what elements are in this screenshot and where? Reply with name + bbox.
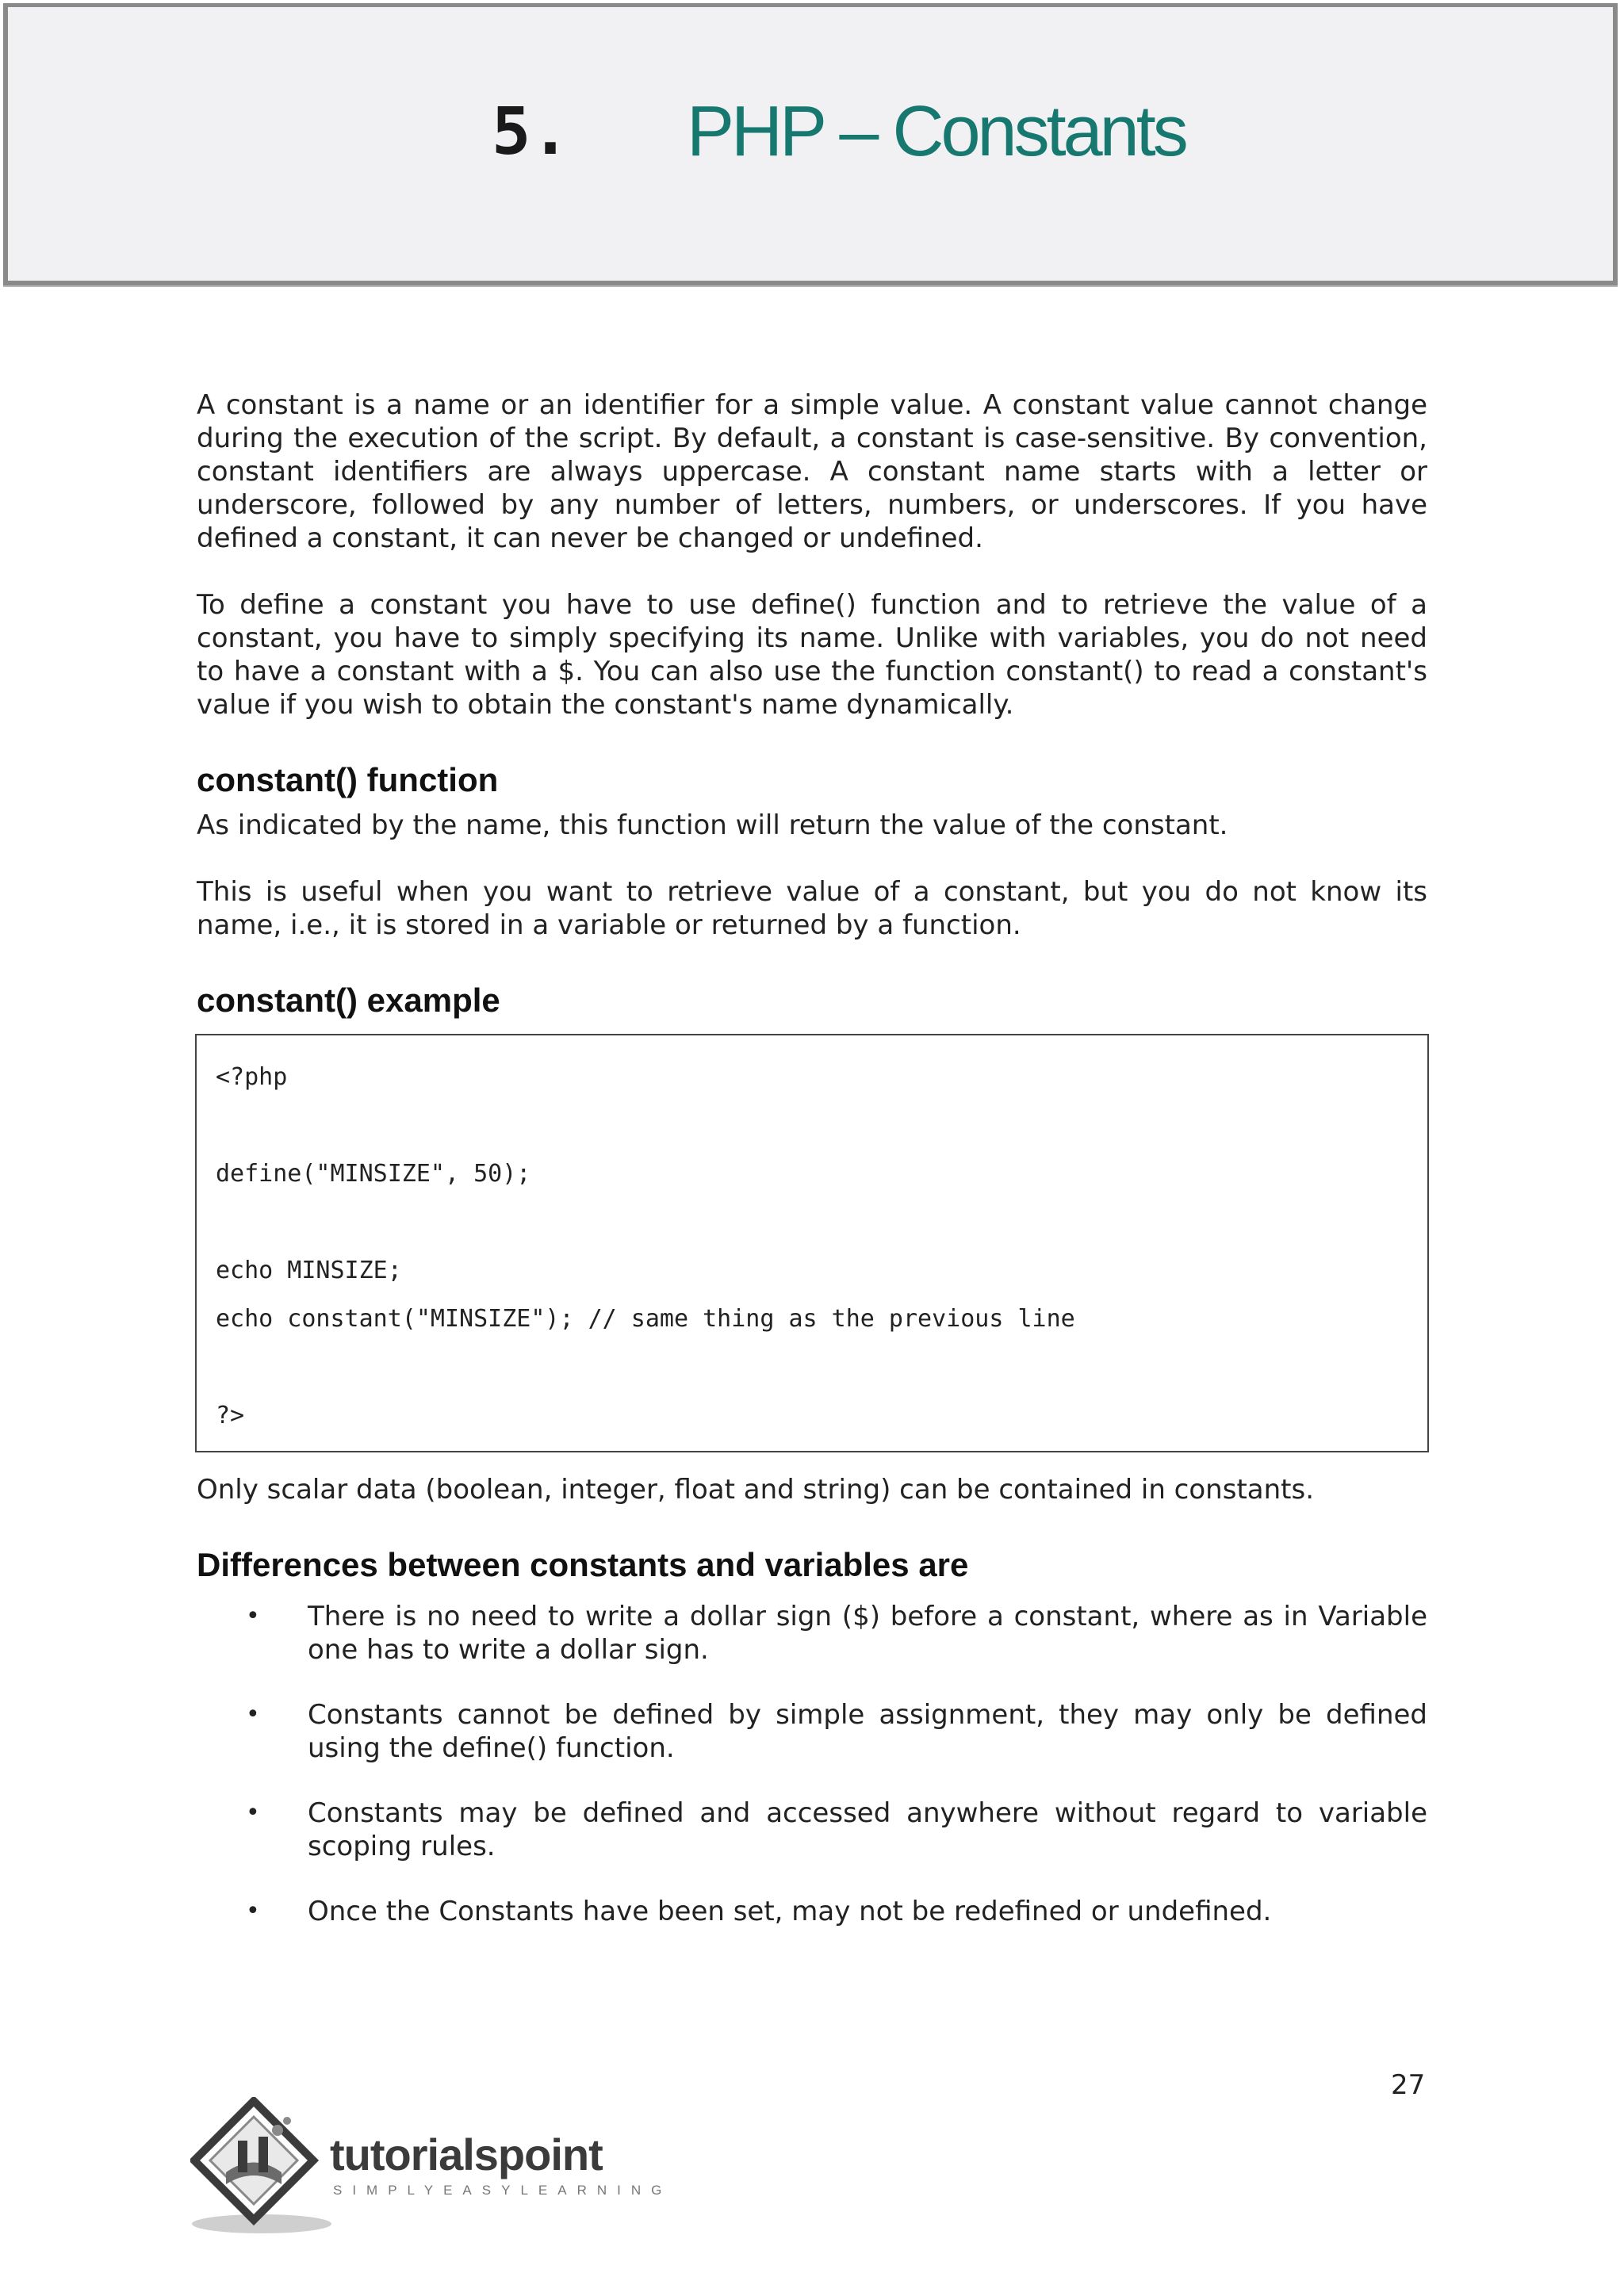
tutorialspoint-logo (190, 2097, 672, 2240)
section1-paragraph-1: As indicated by the name, this function will return the value of the constant. (197, 809, 1228, 841)
list-item (197, 1797, 1427, 1863)
differences-list (197, 1600, 1427, 1928)
section-heading-constant-example: constant() example (197, 982, 500, 1019)
bullet-icon: • (246, 1602, 260, 1630)
code-line (216, 1343, 1408, 1391)
list-item (197, 1600, 1427, 1667)
list-item-text: Constants may be defined and accessed anywhere without regard to variable scoping rules. (308, 1797, 1427, 1862)
list-item-text: Constants cannot be defined by simple assignment, they may only be defined using the define() function. (308, 1699, 1427, 1764)
page-content (197, 388, 1427, 1960)
logo-wordmark: tutorialspoint (330, 2130, 603, 2179)
scalar-data-note: Only scalar data (boolean, integer, float and string) can be contained in constants. (197, 1474, 1315, 1506)
page-number: 27 (1391, 2069, 1426, 2101)
list-item (197, 1895, 1427, 1928)
section-heading-differences: Differences between constants and variables are (197, 1546, 969, 1583)
bullet-icon: • (246, 1701, 260, 1728)
code-block (195, 1034, 1429, 1452)
list-item-text: Once the Constants have been set, may not be redefined or undefined. (308, 1896, 1272, 1927)
logo-diamond-icon (190, 2097, 333, 2240)
section1-paragraph-2: This is useful when you want to retrieve value of a constant, but you do not know its name, i.e., it is stored in a variable or returned by a function. (197, 876, 1427, 941)
list-item-text: There is no need to write a dollar sign ($) before a constant, where as in Variable one has to write a dollar sign. (308, 1601, 1427, 1666)
intro-paragraph-2: To define a constant you have to use define() function and to retrieve the value of a constant, you have to simply specifying its name. Unlike with variables, you do not need to have a constant with a $. You can also use the function constant() to read a constant's value if you wish to obtain the constant's name dynamically. (197, 589, 1427, 721)
code-line: echo MINSIZE; (216, 1257, 402, 1284)
code-line (216, 1101, 1408, 1150)
list-item (197, 1698, 1427, 1765)
intro-paragraph-1: A constant is a name or an identifier for a simple value. A constant value cannot change during the execution of the script. By default, a constant is case-sensitive. By convention, constant identifiers are always uppercase. A constant name starts with a letter or underscore, followed by any number of letters, numbers, or underscores. If you have defined a constant, it can never be changed or undefined. (197, 389, 1427, 554)
logo-tagline: SIMPLYEASYLEARNING (333, 2183, 672, 2198)
section-heading-constant-function: constant() function (197, 761, 499, 798)
code-line: ?> (216, 1402, 245, 1429)
code-line (216, 1198, 1408, 1246)
code-line: <?php (216, 1063, 288, 1091)
bullet-icon: • (246, 1897, 260, 1925)
chapter-number: 5. (492, 94, 570, 170)
chapter-title: PHP – Constants (687, 92, 1185, 171)
code-line: define("MINSIZE", 50); (216, 1160, 531, 1188)
bullet-icon: • (246, 1799, 260, 1827)
code-line: echo constant("MINSIZE"); // same thing as the previous line (216, 1305, 1075, 1333)
chapter-header (3, 3, 1618, 285)
